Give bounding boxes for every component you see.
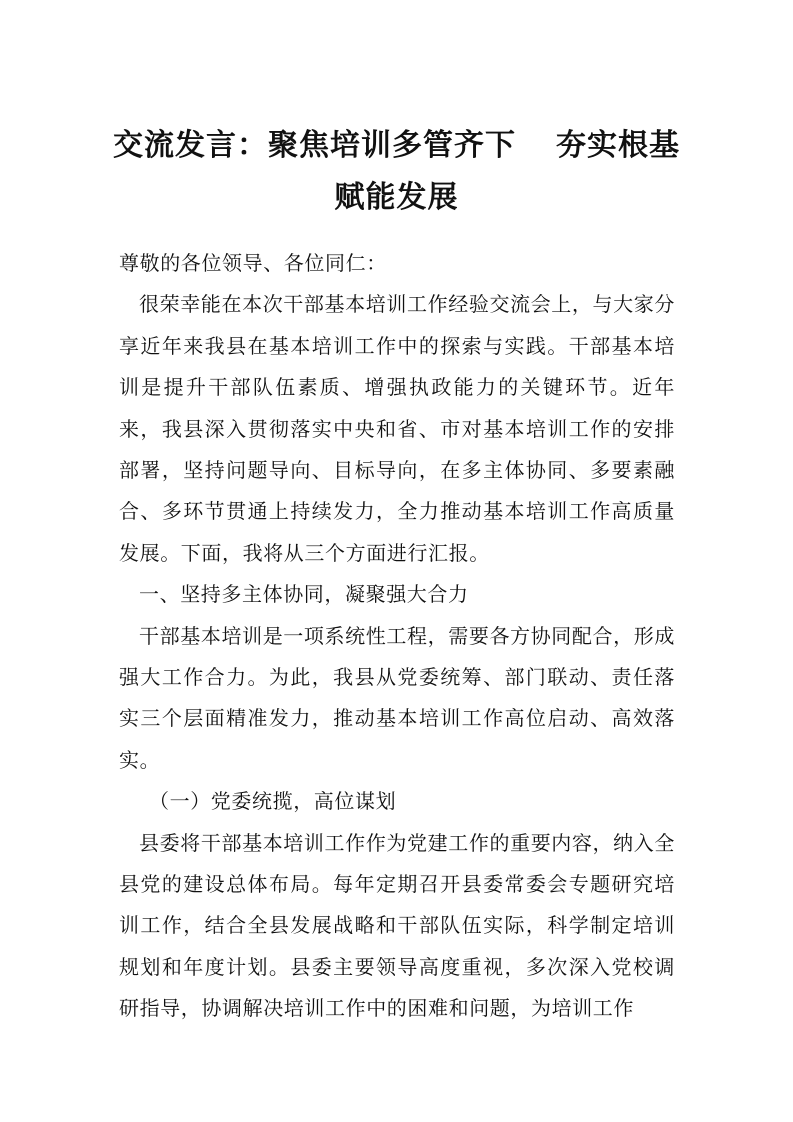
intro-paragraph: 很荣幸能在本次干部基本培训工作经验交流会上，与大家分享近年来我县在基本培训工作中的探索与实践。干部基本培训是提升干部队伍素质、增强执政能力的关键环节。近年来，我县深入贯彻落实中央和省、市对基本培训工作的安排部署，坚持问题导向、目标导向，在多主体协同、多要素融合、多环节贯通上持续发力，全力推动基本培训工作高质量发展。下面，我将从三个方面进行汇报。 (119, 292, 675, 565)
section-heading-1: 一、坚持多主体协同，凝聚强大合力 (139, 582, 469, 607)
subsection-heading-1: （一）党委统揽，高位谋划 (149, 789, 397, 814)
title-line2: 赋能发展 (334, 180, 459, 215)
section1-paragraph: 干部基本培训是一项系统性工程，需要各方协同配合，形成强大工作合力。为此，我县从党委统筹、部门联动、责任落实三个层面精准发力，推动基本培训工作高位启动、高效落实。 (119, 623, 675, 772)
document-title (100, 120, 693, 224)
document-body (119, 243, 675, 1030)
title-line1-part2: 夯实根基 (556, 128, 680, 163)
title-line1-part1: 交流发言：聚焦培训多管齐下 (113, 128, 516, 163)
salutation: 尊敬的各位领导、各位同仁： (119, 251, 387, 275)
subsection1-paragraph: 县委将干部基本培训工作作为党建工作的重要内容，纳入全县党的建设总体布局。每年定期召开县委常委会专题研究培训工作，结合全县发展战略和干部队伍实际，科学制定培训规划和年度计划。县委主要领导高度重视，多次深入党校调研指导，协调解决培训工作中的困难和问题，为培训工作 (119, 830, 675, 1021)
